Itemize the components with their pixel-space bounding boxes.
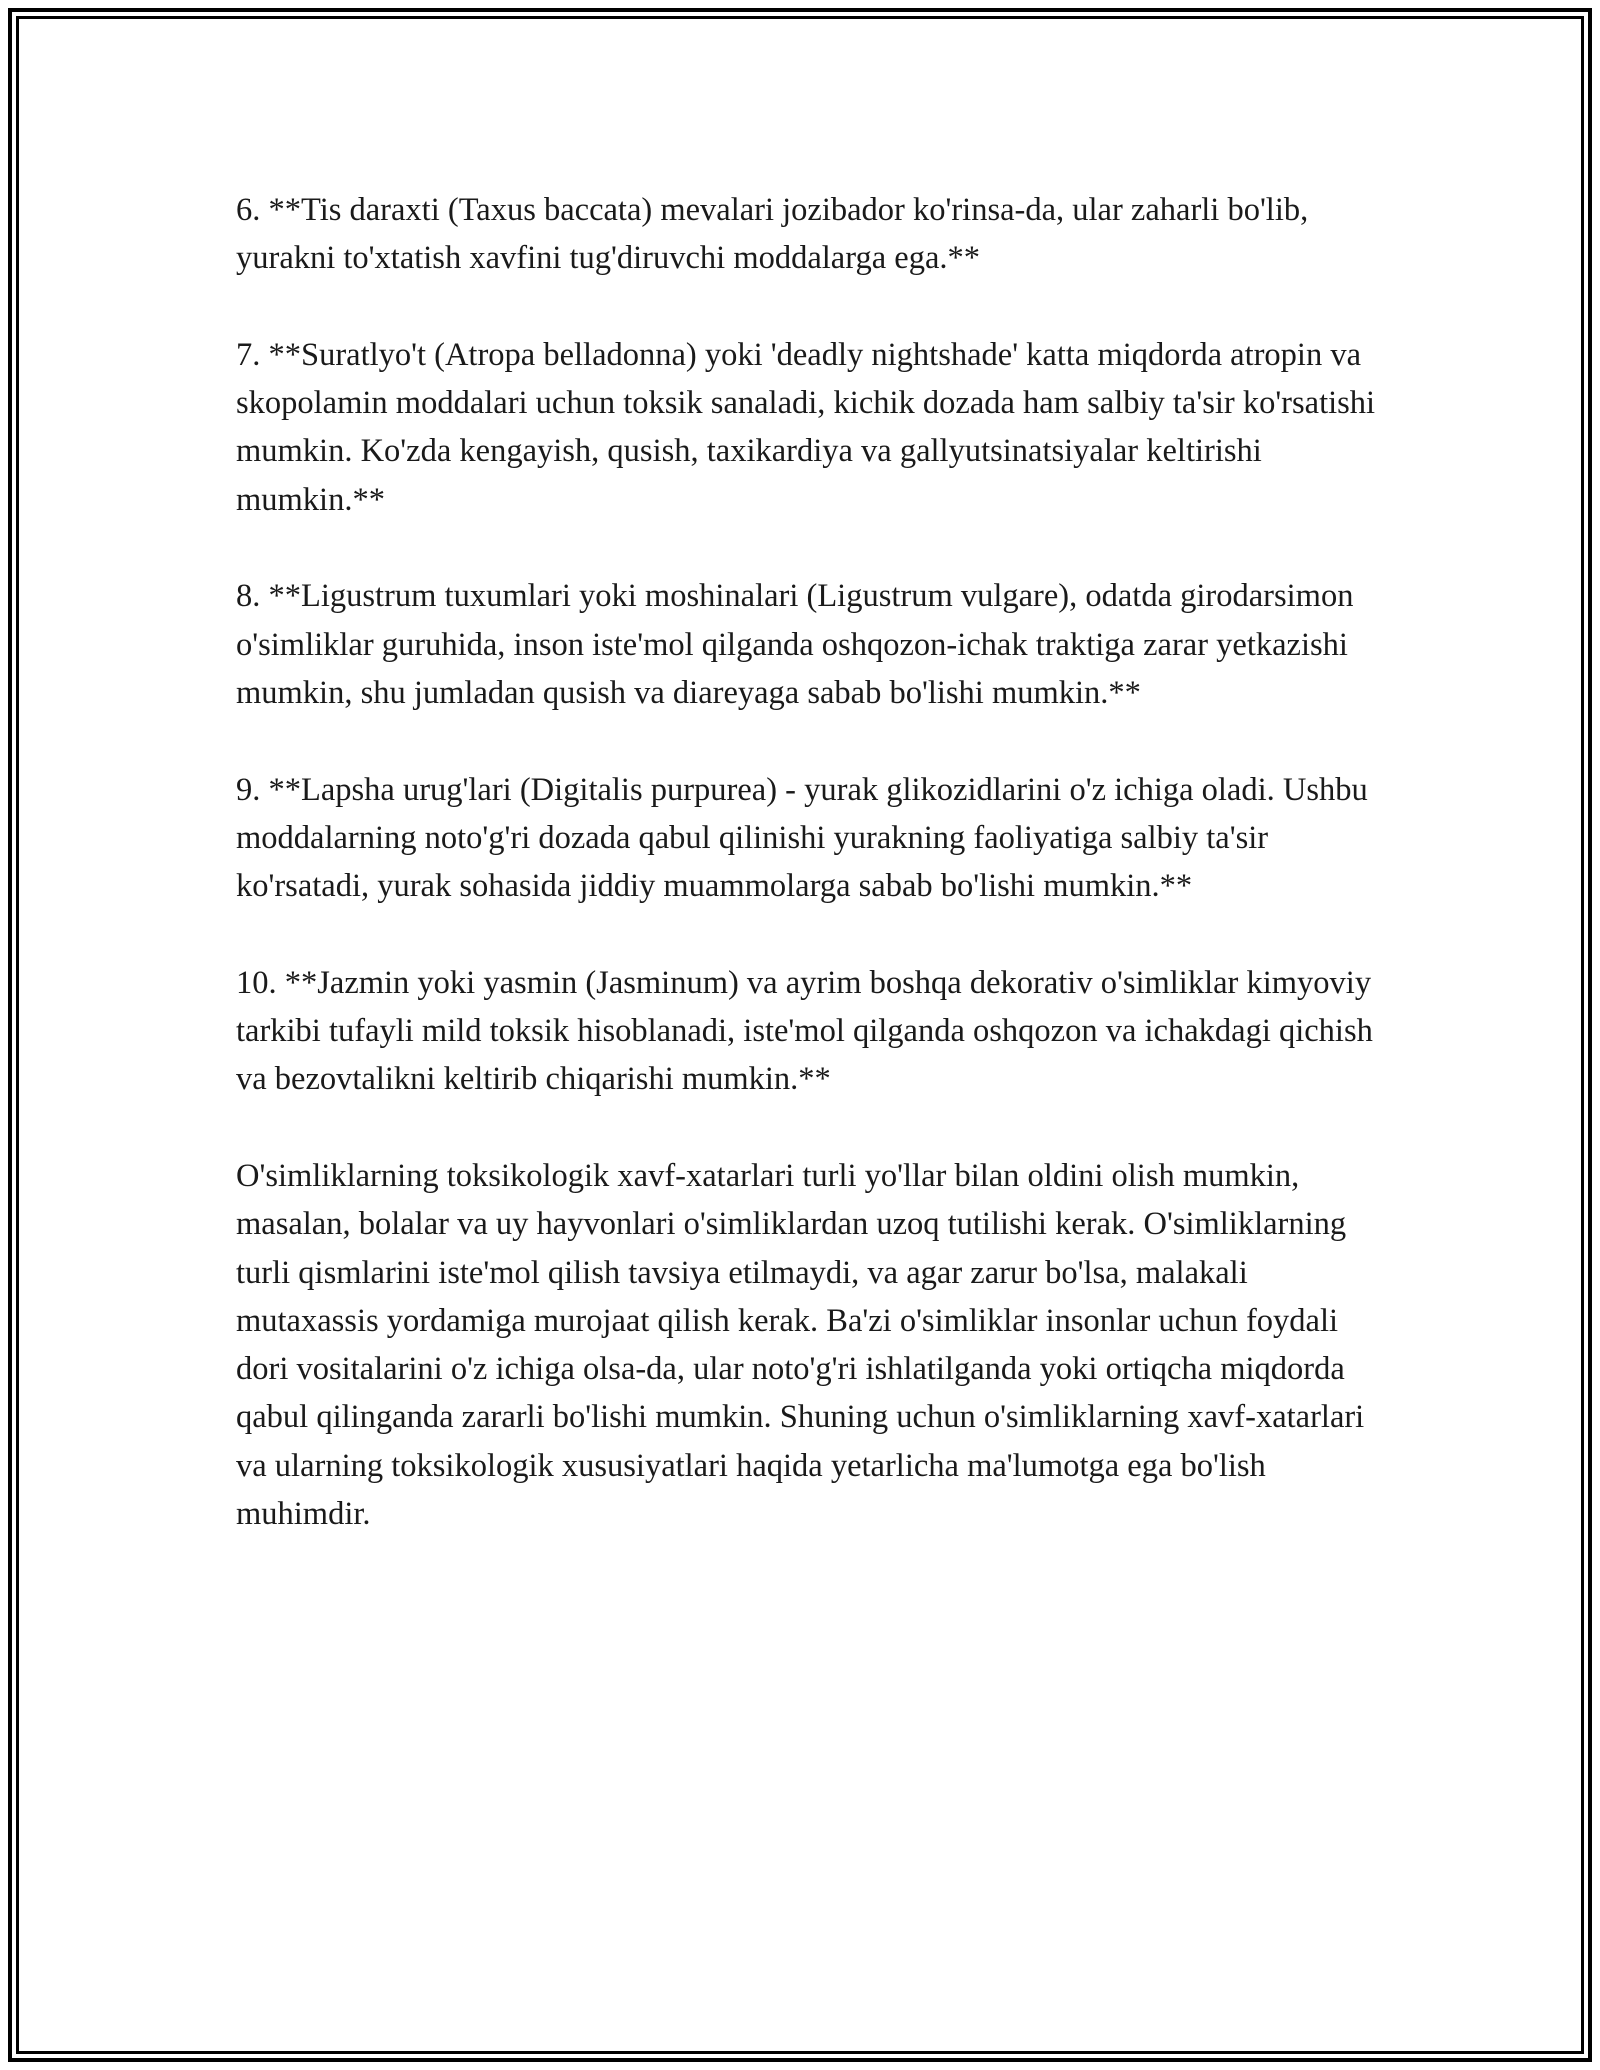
list-item-8: 8. **Ligustrum tuxumlari yoki moshinalari (Ligustrum vulgare), odatda girodarsimon o'simliklar guruhida, inson iste'mol qilganda oshqozon-ichak traktiga zarar yetkazishi mumkin, shu jumladan qusish va diareyaga sabab bo'lishi mumkin.** — [236, 578, 1354, 711]
list-item-6: 6. **Tis daraxti (Taxus baccata) mevalari jozibador ko'rinsa-da, ular zaharli bo'lib, yurakni to'xtatish xavfini tug'diruvchi moddalarga ega.** — [236, 192, 1309, 277]
conclusion-paragraph: O'simliklarning toksikologik xavf-xatarlari turli yo'llar bilan oldini olish mumkin, masalan, bolalar va uy hayvonlari o'simliklardan uzoq tutilishi kerak. O'simliklarning turli qismlarini iste'mol qilish tavsiya etilmaydi, va agar zarur bo'lsa, malakali mutaxassis yordamiga murojaat qilish kerak. Ba'zi o'simliklar insonlar uchun foydali dori vositalarini o'z ichiga olsa-da, ular noto'g'ri ishlatilganda yoki ortiqcha miqdorda qabul qilinganda zararli bo'lishi mumkin. Shuning uchun o'simliklarning xavf-xatarlari va ularning toksikologik xususiyatlari haqida yetarlicha ma'lumotga ega bo'lish muhimdir. — [236, 1157, 1365, 1533]
list-item-10: 10. **Jazmin yoki yasmin (Jasminum) va ayrim boshqa dekorativ o'simliklar kimyoviy tarkibi tufayli mild toksik hisoblanadi, iste'mol qilganda oshqozon va ichakdagi qichish va bezovtalikni keltirib chiqarishi mumkin.** — [236, 964, 1373, 1098]
list-item-7: 7. **Suratlyo't (Atropa belladonna) yoki 'deadly nightshade' katta miqdorda atropin va skopolamin moddalari uchun toksik sanaladi, kichik dozada ham salbiy ta'sir ko'rsatishi mumkin. Ko'zda kengayish, qusish, taxikardiya va gallyutsinatsiyalar keltirishi mumkin.** — [236, 336, 1376, 518]
document-body — [236, 186, 1376, 1587]
list-item-9: 9. **Lapsha urug'lari (Digitalis purpurea) - yurak glikozidlarini o'z ichiga oladi. Ushbu moddalarning noto'g'ri dozada qabul qilinishi yurakning faoliyatiga salbiy ta'sir ko'rsatadi, yurak sohasida jiddiy muammolarga sabab bo'lishi mumkin.** — [236, 771, 1368, 905]
